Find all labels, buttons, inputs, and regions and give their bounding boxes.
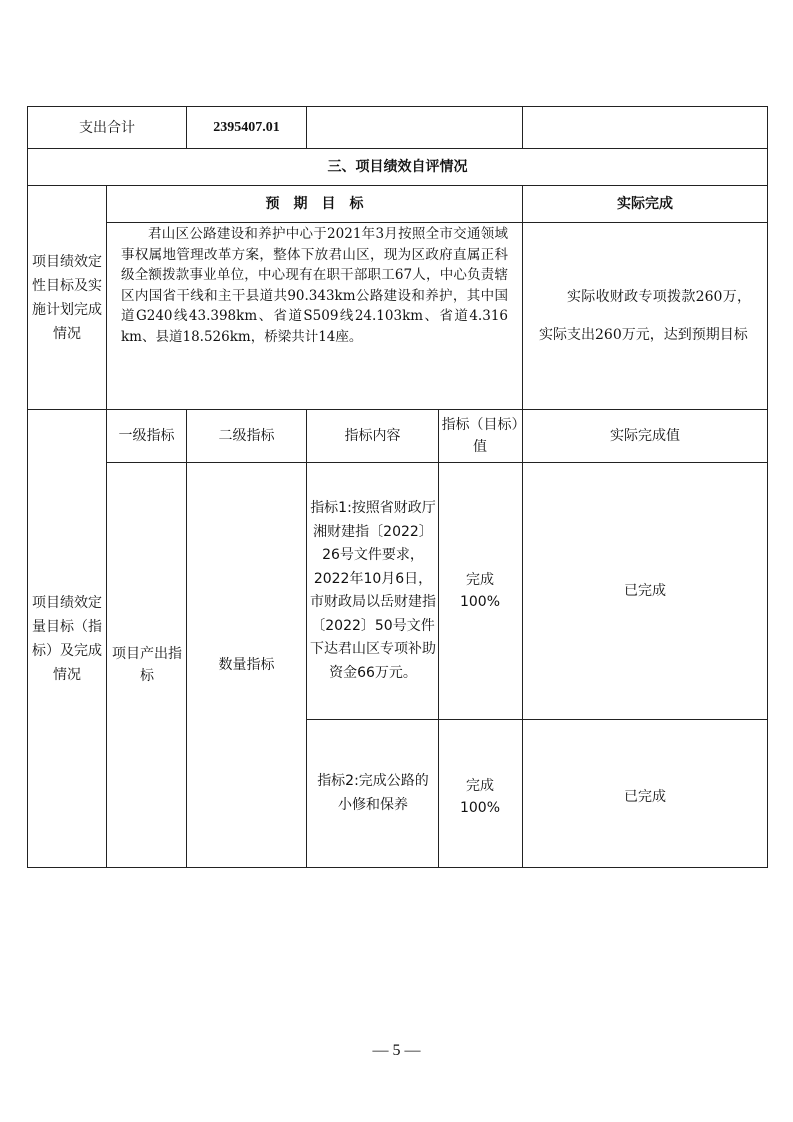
level1-value-cell (112, 463, 182, 867)
total-value: 2395407.01 (213, 119, 280, 135)
indicator-2-target: 完成100% (459, 778, 501, 816)
section-title-cell (28, 149, 767, 185)
total-empty-cell-1 (307, 107, 522, 148)
total-value-cell (187, 107, 306, 148)
indicator-2-target-cell (458, 720, 502, 874)
header-target: 指标（目标）值 (441, 417, 519, 455)
level2-value-cell (187, 463, 306, 867)
indicator-2-actual-cell (523, 720, 767, 874)
actual-header-cell (523, 186, 767, 222)
indicator-2-content-cell (312, 720, 434, 867)
total-label: 支出合计 (79, 119, 135, 136)
indicator-2-actual: 已完成 (624, 789, 666, 805)
indicator-1-target: 完成100% (459, 572, 501, 610)
expected-text: 君山区公路建设和养护中心于2021年3月按照全市交通领域事权属地管理改革方案，整体下放君山区，现为区政府直属正科级全额拨款事业单位，中心现有在职干部职工67人，中心负责辖区内国省干线和主干县道共90.343km公路建设和养护，其中国道G240线43.398km、省道S509线24.103km、省道4.316 km、县道18.526km，桥梁共计14座。 (121, 226, 508, 345)
level2-value: 数量指标 (218, 657, 275, 673)
header-actual: 实际完成值 (610, 428, 680, 444)
qualitative-row-label: 项目绩效定性目标及实施计划完成情况 (32, 253, 102, 342)
header-content: 指标内容 (344, 428, 401, 444)
header-level2: 二级指标 (218, 428, 275, 444)
total-label-cell (28, 107, 186, 148)
indicator-1-target-cell (458, 463, 502, 719)
expected-header-cell (107, 186, 522, 222)
section-title: 三、项目绩效自评情况 (327, 159, 468, 175)
total-empty-cell-2 (523, 107, 767, 148)
expected-header: 预 期 目 标 (265, 196, 364, 212)
indicator-2-content: 指标2:完成公路的小修和保养 (317, 773, 429, 813)
expected-text-cell (107, 224, 522, 408)
indicator-1-actual: 已完成 (624, 583, 666, 599)
quantitative-row-label: 项目绩效定量目标（指标）及完成情况 (32, 594, 102, 683)
indicator-1-content: 指标1:按照省财政厅湘财建指〔2022〕26号文件要求，2022年10月6日，市财政局以岳财建指〔2022〕50号文件下达君山区专项补助资金66万元。 (310, 500, 436, 681)
actual-text-cell (523, 223, 767, 409)
actual-text: 实际收财政专项拨款260万，实际支出260万元，达到预期目标 (539, 289, 751, 343)
qualitative-row-label-cell (30, 186, 104, 409)
level1-value: 项目产出指标 (112, 646, 182, 684)
page-number: — 5 — (372, 1042, 421, 1059)
header-level1: 一级指标 (118, 428, 175, 444)
indicator-1-content-cell (310, 463, 436, 719)
indicator-1-actual-cell (523, 463, 767, 719)
quantitative-row-label-cell (31, 410, 103, 867)
actual-header: 实际完成 (617, 196, 673, 212)
